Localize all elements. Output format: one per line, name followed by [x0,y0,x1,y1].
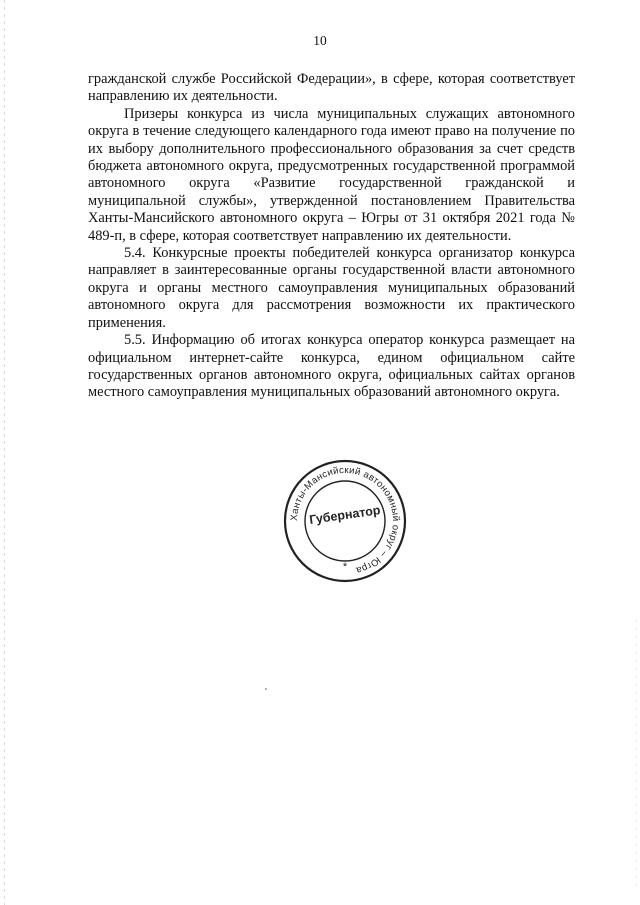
scan-edge-left [4,0,5,905]
paragraph-5-5: 5.5. Информацию об итогах конкурса оператор конкурса размещает на официальном интернет-сайте конкурса, едином официальном сайте государственных органов автономного округа, официальных сайтах органов местного самоуправления муниципальных образований автономного округа. [88,332,575,401]
paragraph-5-4: 5.4. Конкурсные проекты победителей конкурса организатор конкурса направляет в заинтересованные органы государственной власти автономного округа и органы местного самоуправления муниципальных образований автономного округа для рассмотрения возможности их практического применения. [88,245,575,331]
page-number: 10 [313,33,327,48]
stamp-center-text: Губернатор [308,503,382,527]
stamp-ring-text: Ханты-Мансийский автономный округ – Югра [288,464,402,576]
paragraph-continuation: гражданской службе Российской Федерации», в сфере, которая соответствует направлению их деятельности. [88,71,575,105]
scan-edge-right [636,620,637,890]
stamp-star: * [342,561,348,573]
document-body [88,71,575,402]
stamp-seal-graphic [282,458,408,584]
paragraph-prize-winners: Призеры конкурса из числа муниципальных служащих автономного округа в течение следующего календарного года имеют право на получение по их выбору дополнительного профессионального образования за счет средств бюджета автономного округа, предусмотренных государственной программой автономного округа «Развитие государственной гражданской и муниципальной службы», утвержденной постановлением Правительства Ханты-Мансийского автономного округа – Югры от 31 октября 2021 года № 489-п, в сфере, которая соответствует направлению их деятельности. [88,105,575,244]
official-stamp [282,458,408,584]
scan-speck [265,688,267,690]
